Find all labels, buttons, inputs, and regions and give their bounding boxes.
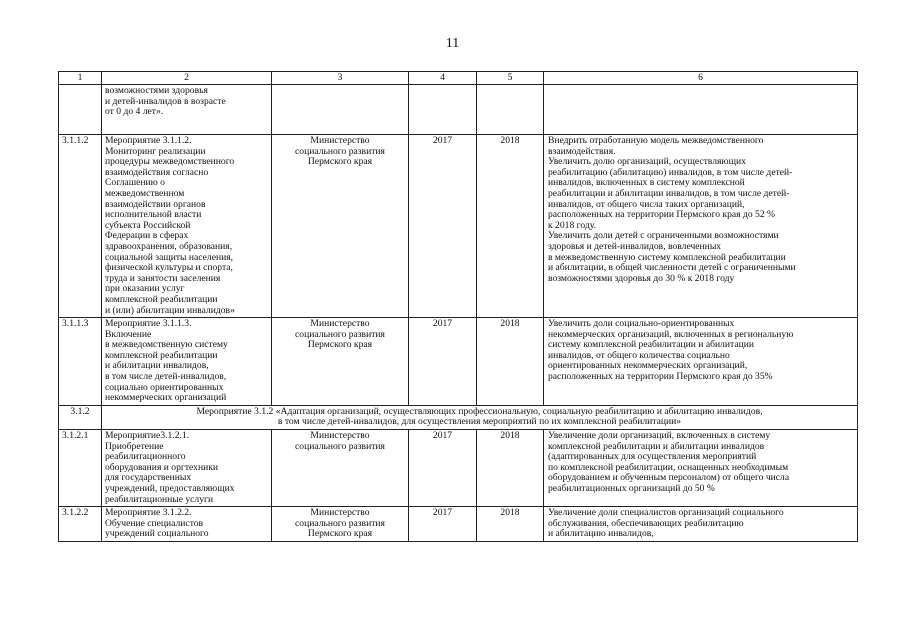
text-line: и абилитацию инвалидов, xyxy=(548,529,654,540)
text-line: в межведомственную систему xyxy=(105,340,228,351)
header-cell: 1 xyxy=(59,72,102,85)
text-line: Министерство xyxy=(310,508,370,519)
text-line: реабилитационные услуги xyxy=(105,494,214,505)
text-line: от 0 до 4 лет». xyxy=(105,107,164,118)
table-row xyxy=(59,135,858,318)
header-row xyxy=(59,72,858,85)
number-cell: 3.1.2.2 xyxy=(59,507,102,542)
text-line: Приобретение xyxy=(105,441,164,452)
text-line: комплексной реабилитации xyxy=(105,350,218,361)
result-cell xyxy=(544,430,858,507)
text-line: Включение xyxy=(105,329,152,340)
text-line: труда и занятости заселения xyxy=(105,273,221,284)
result-cell xyxy=(544,507,858,542)
text-line: в том числе детей-инвалидов, xyxy=(105,372,227,383)
text-line: Увеличить долю организаций, осуществляющих xyxy=(548,157,746,168)
text-line: комплексной реабилитации и абилитации инвалидов xyxy=(548,441,765,452)
text-line: Соглашению о xyxy=(105,178,165,189)
text-line: Увеличить доли социально-ориентированных xyxy=(548,319,735,330)
text-line: расположенных на территории Пермского края до 52 % xyxy=(548,210,776,221)
table-row xyxy=(59,507,858,542)
text-line: Мероприятие 3.1.2 «Адаптация организаций, осуществляющих профессиональную, социальную реабилитацию и абилитацию инвалидов, xyxy=(196,406,763,417)
text-line: социального развития xyxy=(295,518,385,529)
result-cell xyxy=(544,85,858,135)
measure-cell xyxy=(102,318,272,406)
end-year-cell: 2018 xyxy=(477,507,544,542)
text-line: оборудованием и обученным персоналом) от общего числа xyxy=(548,473,790,484)
text-line: здоровья и детей-инвалидов, вовлеченных xyxy=(548,241,722,252)
text-line: и детей-инвалидов в возрасте xyxy=(105,96,226,107)
text-line: взаимодействии органов xyxy=(105,199,206,210)
text-line: реабилитации и абилитации инвалидов, в том числе детей- xyxy=(548,188,790,199)
text-line: учреждений, предоставляющих xyxy=(105,484,235,494)
end-year-cell: 2018 xyxy=(477,318,544,406)
header-cell: 3 xyxy=(272,72,409,85)
text-line: систему комплексной реабилитации и абилитации xyxy=(548,340,754,351)
executor-cell xyxy=(272,507,409,542)
text-line: Мероприятие 3.1.1.3. xyxy=(105,319,192,330)
section-title-cell xyxy=(102,405,858,429)
text-line: при оказании услуг xyxy=(105,284,185,295)
text-line: расположенных на территории Пермского края до 35% xyxy=(548,372,773,383)
text-line: Министерство xyxy=(310,431,370,442)
text-line: исполнительной власти xyxy=(105,210,202,221)
start-year-cell: 2017 xyxy=(409,135,477,318)
text-line: оборудования и оргтехники xyxy=(105,462,219,473)
text-line: субъекта Российской xyxy=(105,220,191,231)
header-cell: 6 xyxy=(544,72,858,85)
end-year-cell: 2018 xyxy=(477,135,544,318)
text-line: Внедрить отработанную модель межведомственного xyxy=(548,136,764,146)
continuation-row xyxy=(59,85,858,135)
header-cell: 5 xyxy=(477,72,544,85)
text-line: социального развития xyxy=(295,146,385,157)
result-cell xyxy=(544,318,858,406)
text-line: в межведомственную систему комплексной реабилитации xyxy=(548,252,786,263)
text-line: возможностями здоровья до 30 % к 2018 году xyxy=(548,273,735,284)
text-line: социальной защиты населения, xyxy=(105,252,234,263)
measure-cell xyxy=(102,430,272,507)
table-row xyxy=(59,318,858,406)
executor-cell xyxy=(272,85,409,135)
text-line: социально ориентированных xyxy=(105,382,224,393)
text-line: Мероприятие 3.1.1.2. xyxy=(105,136,192,146)
text-line: Увеличение доли специалистов организаций социального xyxy=(548,508,784,519)
text-line: для государственных xyxy=(105,473,192,484)
result-cell xyxy=(544,135,858,318)
table-row xyxy=(59,430,858,507)
text-line: Мониторинг реализации xyxy=(105,146,206,157)
text-line: некоммерческих организаций, включенных в региональную xyxy=(548,329,794,340)
text-line: Обучение специалистов xyxy=(105,518,204,529)
header-cell: 2 xyxy=(102,72,272,85)
text-line: Пермского края xyxy=(307,340,373,351)
text-line: межведомственном xyxy=(105,188,185,199)
start-year-cell: 2017 xyxy=(409,430,477,507)
text-line: процедуры межведомственного xyxy=(105,157,235,168)
text-line: Пермского края xyxy=(307,529,373,540)
measure-cell xyxy=(102,135,272,318)
text-line: здравоохранения, образования, xyxy=(105,241,233,252)
text-line: реабилитационного xyxy=(105,452,186,463)
start-year-cell xyxy=(409,85,477,135)
text-line: инвалидов, от общего количества социально xyxy=(548,350,730,361)
text-line: и абилитации инвалидов, xyxy=(105,361,209,372)
text-line: в том числе детей-инвалидов, для осуществления мероприятий по их комплексной реабилитации» xyxy=(277,417,682,428)
text-line: Федерации в сферах xyxy=(105,231,189,242)
text-line: ориентированных некоммерческих организаций, xyxy=(548,361,748,372)
text-line: некоммерческих организаций xyxy=(105,393,227,404)
number-cell: 3.1.1.2 xyxy=(59,135,102,318)
text-line: и (или) абилитации инвалидов» xyxy=(105,305,235,316)
start-year-cell: 2017 xyxy=(409,318,477,406)
header-cell: 4 xyxy=(409,72,477,85)
number-cell: 3.1.1.3 xyxy=(59,318,102,406)
measures-table xyxy=(58,71,858,542)
text-line: Пермского края xyxy=(307,157,373,168)
text-line: взаимодействия. xyxy=(548,146,616,157)
text-line: реабилитационных организаций до 50 % xyxy=(548,484,715,494)
text-line: учреждений социального xyxy=(105,529,209,540)
number-cell: 3.1.2 xyxy=(59,405,102,429)
executor-cell xyxy=(272,430,409,507)
text-line: социального развития xyxy=(295,329,385,340)
text-line: Увеличить доли детей с ограниченными возможностями xyxy=(548,231,779,242)
text-line: и абилитации, в общей численности детей с ограниченными xyxy=(548,263,796,274)
text-line: по комплексной реабилитации, оснащенных необходимым xyxy=(548,462,789,473)
number-cell xyxy=(59,85,102,135)
text-line: обслуживания, обеспечивающих реабилитацию xyxy=(548,518,744,529)
executor-cell xyxy=(272,135,409,318)
measure-cell xyxy=(102,507,272,542)
text-line: (адаптированных для осуществления мероприятий xyxy=(548,452,757,463)
text-line: комплексной реабилитации xyxy=(105,294,218,305)
start-year-cell: 2017 xyxy=(409,507,477,542)
number-cell: 3.1.2.1 xyxy=(59,430,102,507)
text-line: Увеличение доли организаций, включенных в систему xyxy=(548,431,771,442)
text-line: Мероприятие 3.1.2.2. xyxy=(105,508,192,519)
text-line: инвалидов, от общего числа таких организаций, xyxy=(548,199,745,210)
text-line: реабилитацию (абилитацию) инвалидов, в том числе детей- xyxy=(548,167,793,178)
text-line: физической культуры и спорта, xyxy=(105,263,233,274)
text-line: Министерство xyxy=(310,136,370,146)
measure-cell xyxy=(102,85,272,135)
page-number: 11 xyxy=(445,36,460,51)
text-line: Мероприятие3.1.2.1. xyxy=(105,431,190,442)
executor-cell xyxy=(272,318,409,406)
text-line: инвалидов, включенных в систему комплексной xyxy=(548,178,745,189)
end-year-cell xyxy=(477,85,544,135)
text-line: Министерство xyxy=(310,319,370,330)
text-line: к 2018 году. xyxy=(548,220,596,231)
end-year-cell: 2018 xyxy=(477,430,544,507)
text-line: социального развития xyxy=(295,441,385,452)
text-line: возможностями здоровья xyxy=(105,86,208,96)
section-row xyxy=(59,405,858,429)
text-line: взаимодействия согласно xyxy=(105,167,209,178)
